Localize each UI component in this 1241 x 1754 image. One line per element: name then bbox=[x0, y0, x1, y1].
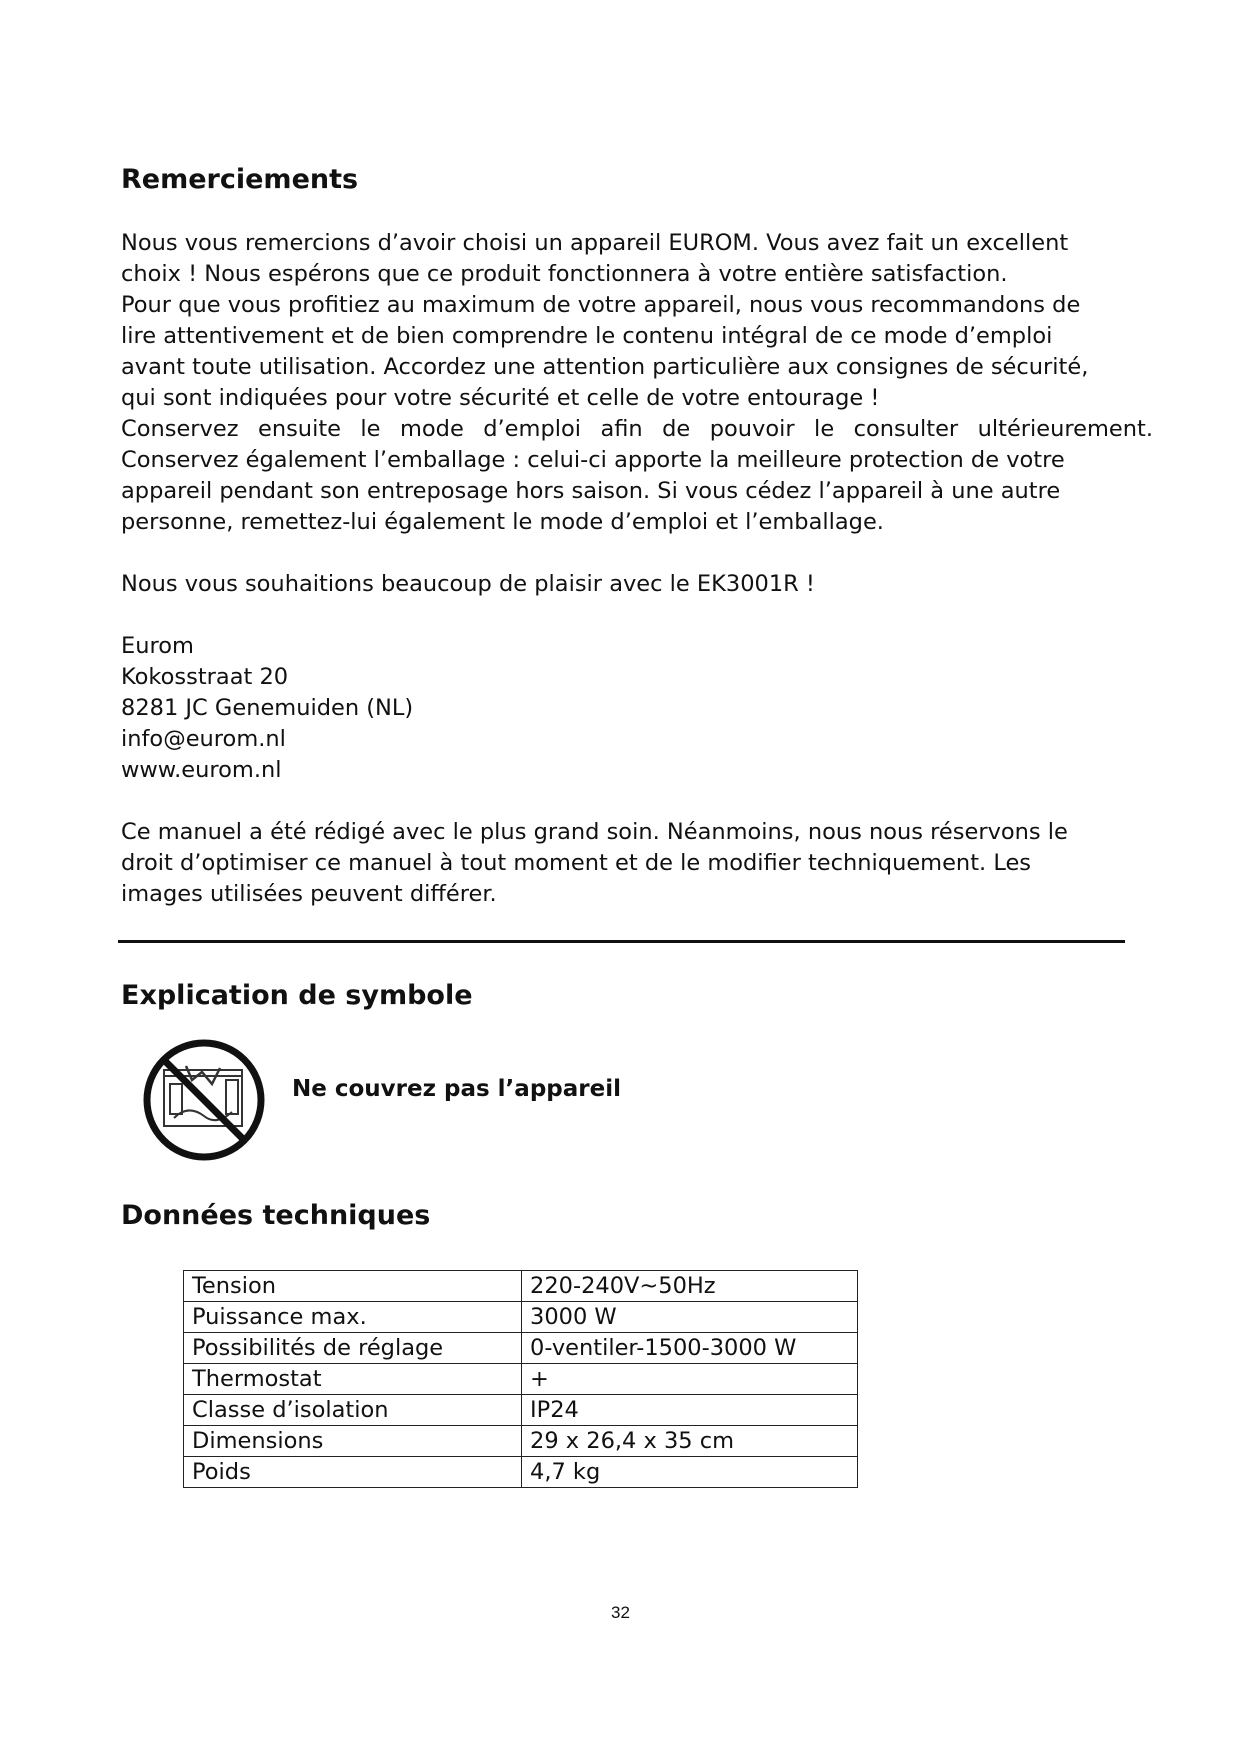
table-row bbox=[184, 1457, 858, 1488]
spec-value: 0-ventiler-1500-3000 W bbox=[522, 1333, 858, 1364]
company-name: Eurom bbox=[121, 633, 194, 659]
tech-specs-table bbox=[183, 1270, 858, 1488]
website: www.eurom.nl bbox=[121, 757, 282, 783]
spec-name: Possibilités de réglage bbox=[184, 1333, 522, 1364]
text-line: appareil pendant son entreposage hors saison. Si vous cédez l’appareil à une autre bbox=[121, 478, 1061, 504]
symbol-description: Ne couvrez pas l’appareil bbox=[292, 1076, 621, 1102]
spec-name: Classe d’isolation bbox=[184, 1395, 522, 1426]
intro-paragraph bbox=[121, 228, 1153, 538]
text-line: choix ! Nous espérons que ce produit fonctionnera à votre entière satisfaction. bbox=[121, 261, 1008, 287]
table-row bbox=[184, 1426, 858, 1457]
spec-value: 3000 W bbox=[522, 1302, 858, 1333]
spec-name: Dimensions bbox=[184, 1426, 522, 1457]
text-line: Nous vous remercions d’avoir choisi un appareil EUROM. Vous avez fait un excellent bbox=[121, 230, 1069, 256]
street-address: Kokosstraat 20 bbox=[121, 664, 289, 690]
text-line: Conservez également l’emballage : celui-ci apporte la meilleure protection de votre bbox=[121, 447, 1065, 473]
address-block bbox=[121, 631, 413, 786]
page-number: 32 bbox=[611, 1603, 630, 1622]
text-line: Conservez ensuite le mode d’emploi afin de pouvoir le consulter ultérieurement. bbox=[121, 416, 1153, 442]
spec-value: 4,7 kg bbox=[522, 1457, 858, 1488]
table-row bbox=[184, 1395, 858, 1426]
table-row bbox=[184, 1271, 858, 1302]
text-line: Nous vous souhaitions beaucoup de plaisir avec le EK3001R ! bbox=[121, 571, 815, 597]
text-line: qui sont indiquées pour votre sécurité et celle de votre entourage ! bbox=[121, 385, 880, 411]
spec-value: IP24 bbox=[522, 1395, 858, 1426]
section-title-tech: Données techniques bbox=[121, 1200, 431, 1231]
text-line: personne, remettez-lui également le mode d’emploi et l’emballage. bbox=[121, 509, 884, 535]
table-row bbox=[184, 1302, 858, 1333]
text-line: droit d’optimiser ce manuel à tout moment et de le modifier techniquement. Les bbox=[121, 850, 1032, 876]
table-row bbox=[184, 1364, 858, 1395]
do-not-cover-icon bbox=[140, 1036, 268, 1164]
postal-city: 8281 JC Genemuiden (NL) bbox=[121, 695, 414, 721]
email-address: info@eurom.nl bbox=[121, 726, 286, 752]
wishes-paragraph bbox=[121, 569, 815, 600]
spec-value: 220-240V~50Hz bbox=[522, 1271, 858, 1302]
section-divider bbox=[118, 940, 1125, 943]
spec-name: Thermostat bbox=[184, 1364, 522, 1395]
spec-value: + bbox=[522, 1364, 858, 1395]
section-title-remerciements: Remerciements bbox=[121, 164, 359, 195]
text-line: images utilisées peuvent différer. bbox=[121, 881, 497, 907]
text-line: avant toute utilisation. Accordez une attention particulière aux consignes de sécurité, bbox=[121, 354, 1089, 380]
text-line: Ce manuel a été rédigé avec le plus grand soin. Néanmoins, nous nous réservons le bbox=[121, 819, 1068, 845]
table-row bbox=[184, 1333, 858, 1364]
text-line: lire attentivement et de bien comprendre le contenu intégral de ce mode d’emploi bbox=[121, 323, 1053, 349]
section-title-symbols: Explication de symbole bbox=[121, 980, 473, 1011]
spec-name: Poids bbox=[184, 1457, 522, 1488]
spec-value: 29 x 26,4 x 35 cm bbox=[522, 1426, 858, 1457]
spec-name: Puissance max. bbox=[184, 1302, 522, 1333]
spec-name: Tension bbox=[184, 1271, 522, 1302]
disclaimer-paragraph bbox=[121, 817, 1068, 910]
text-line: Pour que vous profitiez au maximum de votre appareil, nous vous recommandons de bbox=[121, 292, 1081, 318]
